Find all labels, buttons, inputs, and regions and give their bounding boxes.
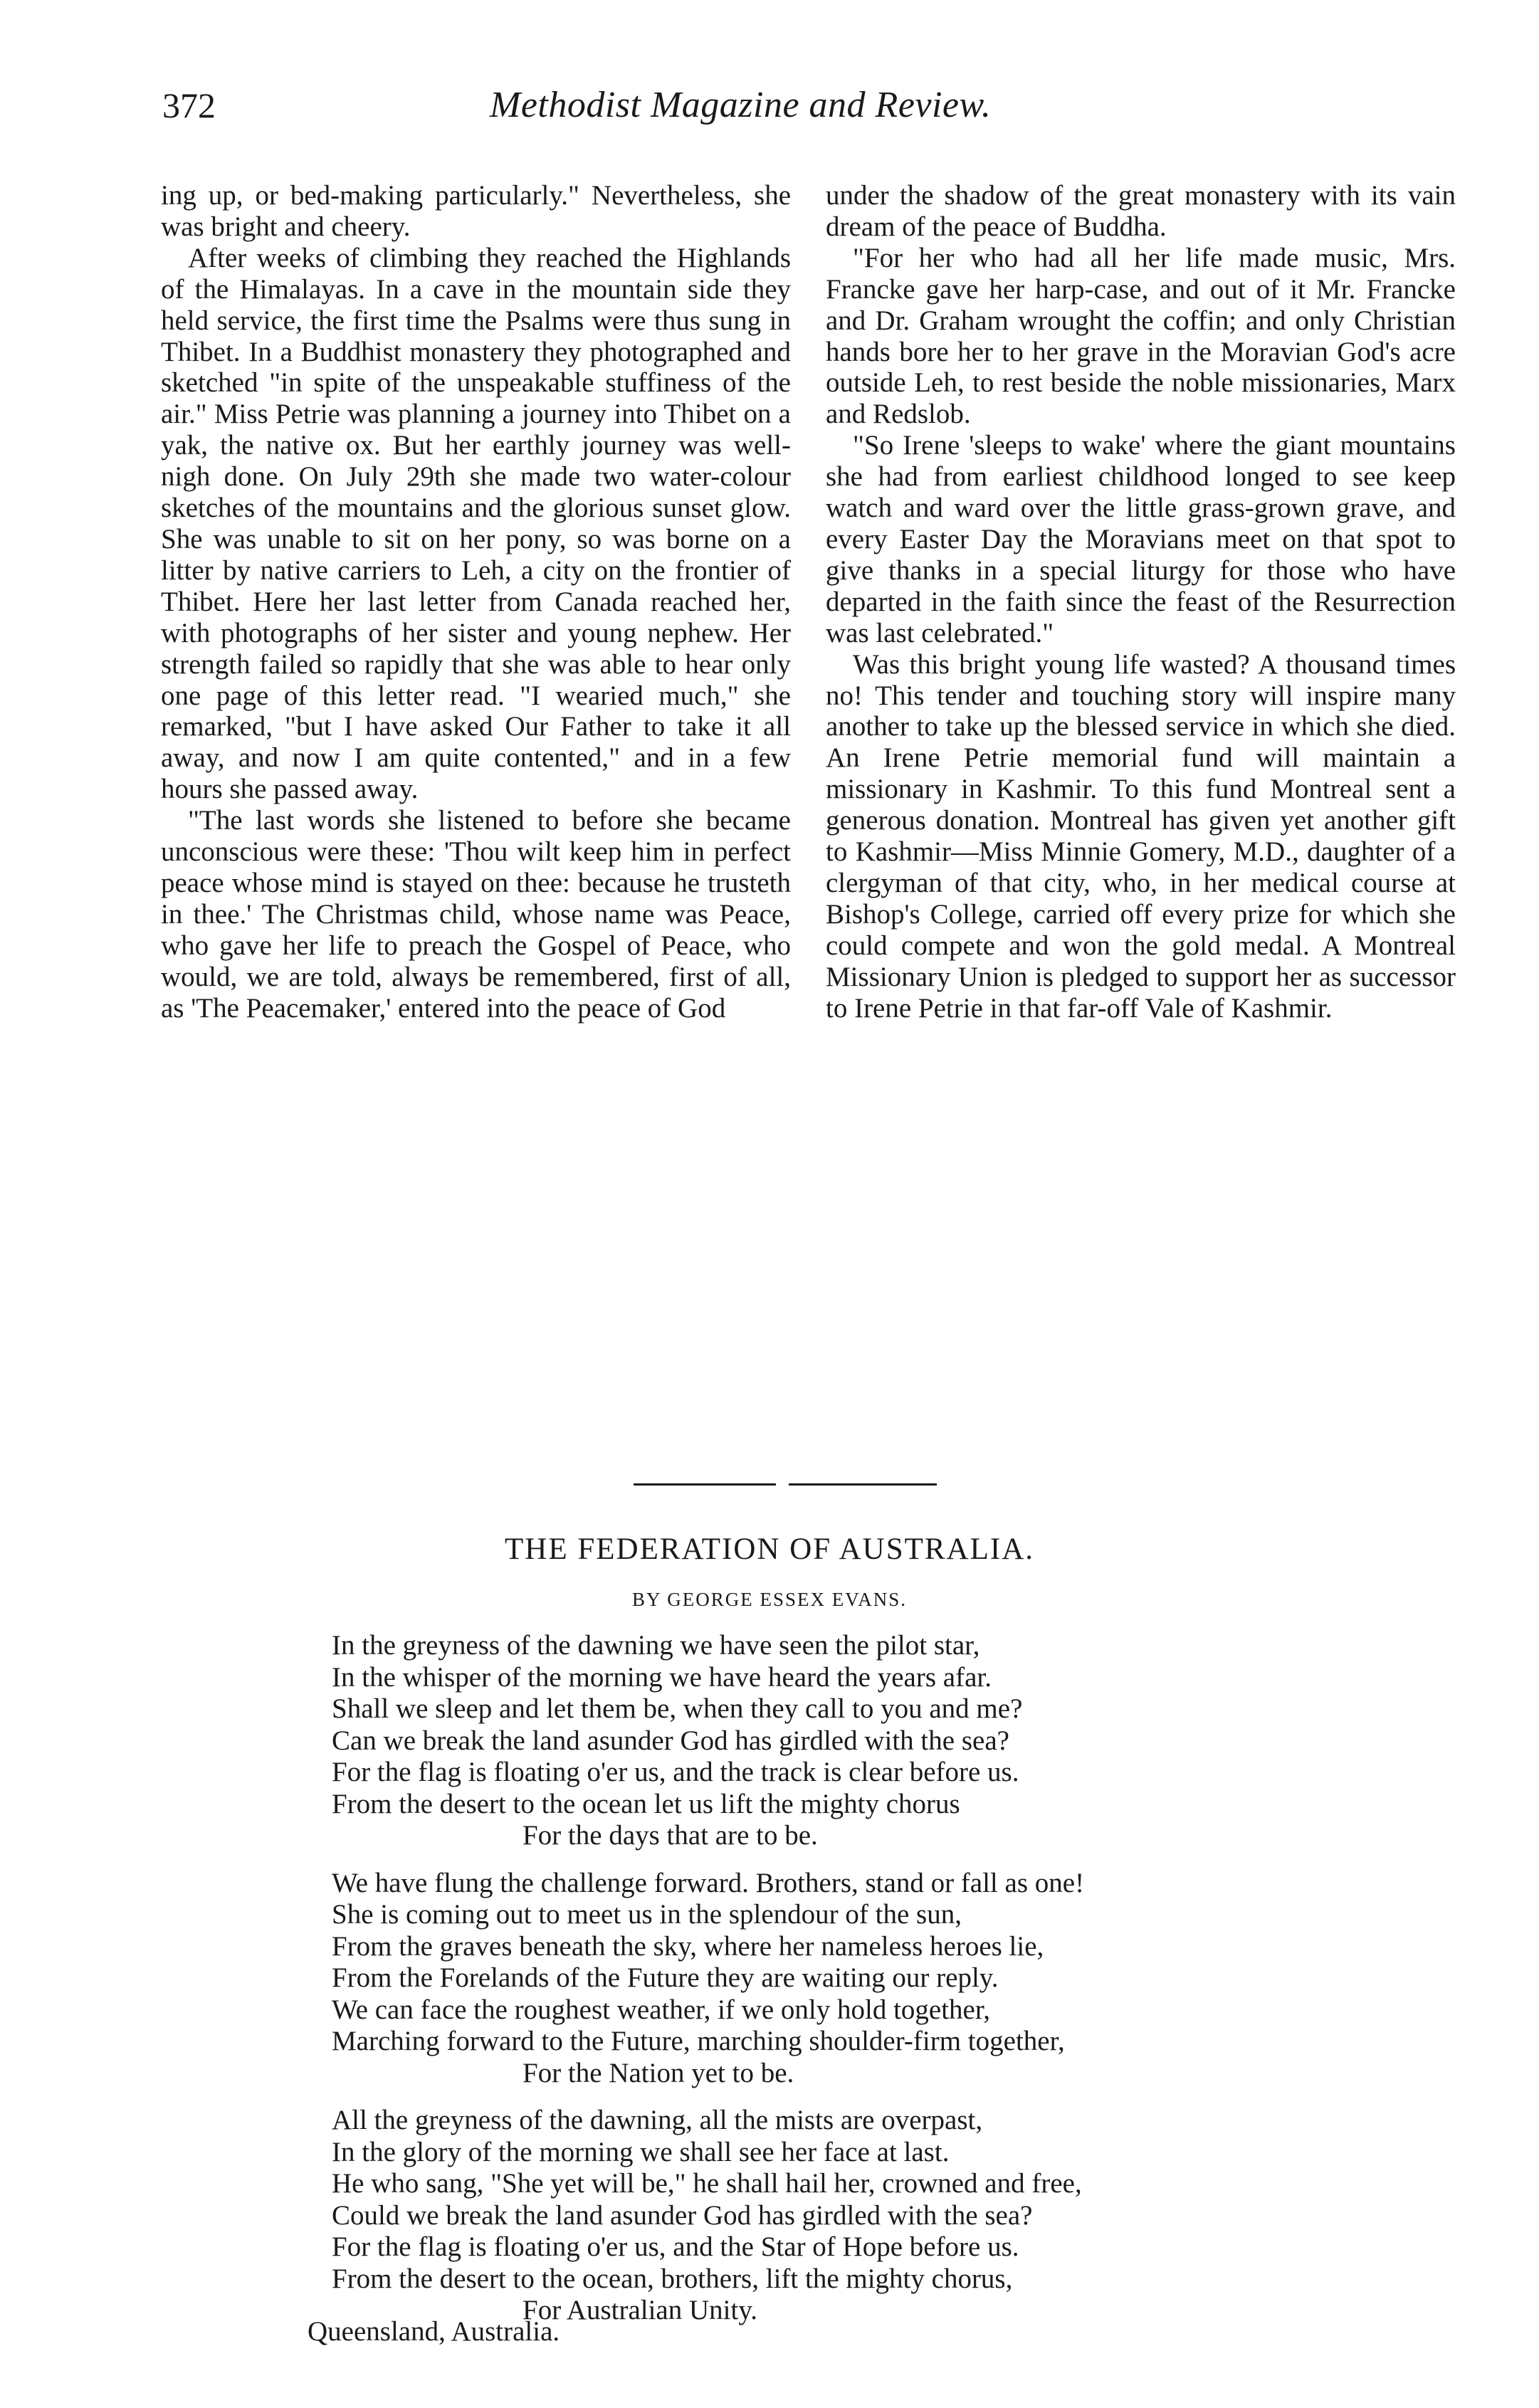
poem-stanza [332,1868,1414,2090]
poem-byline: BY GEORGE ESSEX EVANS. [631,1589,908,1610]
poem-line: For the flag is floating o'er us, and the Star of Hope before us. [332,2231,1019,2262]
poem-title: THE FEDERATION OF AUSTRALIA. [505,1532,1034,1566]
running-title: Methodist Magazine and Review. [490,85,992,125]
poem-line: We can face the roughest weather, if we only hold together, [332,1994,991,2025]
article-left-column [161,180,791,1024]
poem-line: He who sang, "She yet will be," he shall hail her, crowned and free, [332,2168,1082,2199]
page-number: 372 [162,85,216,125]
paragraph: Was this bright young life wasted? A thousand times no! This tender and touching story will inspire many another to take up the blessed service in which she died. An Irene Petrie memorial fund will maintain a missionary in Kashmir. To this fund Montreal sent a generous donation. Montreal has given yet another gift to Kashmir—Miss Minnie Gomery, M.D., daughter of a clergyman of that city, who, in her medical course at Bishop's College, carried off every prize for which she could compete and won the gold medal. A Montreal Missionary Union is pledged to support her as successor to Irene Petrie in that far-off Vale of Kashmir. [826,648,1456,1024]
poem-line: She is coming out to meet us in the splendour of the sun, [332,1899,962,1930]
paragraph: "So Irene 'sleeps to wake' where the giant mountains she had from earliest childhood longed to see keep watch and ward over the little grass-grown grave, and every Easter Day the Moravians meet on that spot to give thanks in a special liturgy for those who have departed in the faith since the feast of the Resurrection was last celebrated." [826,430,1456,648]
poem-refrain: For Australian Unity. [522,2295,758,2325]
poem-line: Could we break the land asunder God has girdled with the sea? [332,2199,1033,2231]
poem-line: In the greyness of the dawning we have seen the pilot star, [332,1630,980,1661]
poem-line: In the whisper of the morning we have heard the years afar. [332,1661,992,1693]
poem-stanza [332,1630,1414,1852]
poem-line: For the flag is floating o'er us, and the track is clear before us. [332,1757,1019,1787]
poem-line: We have flung the challenge forward. Brothers, stand or fall as one! [332,1867,1085,1898]
section-divider [789,1483,937,1486]
poem-line: From the desert to the ocean, brothers, lift the mighty chorus, [332,2263,1013,2294]
page-header [0,0,1539,157]
poem-line: From the Forelands of the Future they are waiting our reply. [332,1962,999,1993]
paragraph: After weeks of climbing they reached the Highlands of the Himalayas. In a cave in the mountain side they held service, the first time the Psalms were thus sung in Thibet. In a Buddhist monastery they photographed and sketched "in spite of the unspeakable stuffiness of the air." Miss Petrie was planning a journey into Thibet on a yak, the native ox. But her earthly journey was well-nigh done. On July 29th she made two water-colour sketches of the mountains and the glorious sunset glow. She was unable to sit on her pony, so was borne on a litter by native carriers to Leh, a city on the frontier of Thibet. Here her last letter from Canada reached her, with photographs of her sister and young nephew. Her strength failed so rapidly that she was able to hear only one page of this letter read. "I wearied much," she remarked, "but I have asked Our Father to take it all away, and now I am quite contented," and in a few hours she passed away. [161,242,791,805]
poem-line: From the desert to the ocean let us lift the mighty chorus [332,1788,960,1819]
poem-refrain: For the Nation yet to be. [522,2057,794,2088]
paragraph: under the shadow of the great monastery with its vain dream of the peace of Buddha. [826,180,1456,242]
article-right-column [826,180,1456,1024]
poem-line: Can we break the land asunder God has girdled with the sea? [332,1725,1009,1756]
poem-body [332,1630,1414,2343]
poem-line: Marching forward to the Future, marching shoulder-firm together, [332,2026,1065,2056]
poem-line: In the glory of the morning we shall see her face at last. [332,2136,950,2167]
poem-line: All the greyness of the dawning, all the mists are overpast, [332,2105,983,2135]
poem-place: Queensland, Australia. [308,2316,560,2347]
poem-stanza [332,2105,1414,2327]
poem-line: From the graves beneath the sky, where her nameless heroes lie, [332,1930,1044,1962]
paragraph: ing up, or bed-making particularly." Nevertheless, she was bright and cheery. [161,180,791,242]
section-divider [634,1483,776,1486]
poem-line: Shall we sleep and let them be, when they call to you and me? [332,1693,1023,1724]
poem-refrain: For the days that are to be. [522,1820,818,1851]
paragraph: "For her who had all her life made music, Mrs. Francke gave her harp-case, and out of it Mr. Francke and Dr. Graham wrought the coffin; and only Christian hands bore her to her grave in the Moravian God's acre outside Leh, to rest beside the noble missionaries, Marx and Redslob. [826,242,1456,430]
paragraph: "The last words she listened to before she became unconscious were these: 'Thou wilt keep him in perfect peace whose mind is stayed on thee: because he trusteth in thee.' The Christmas child, whose name was Peace, who gave her life to preach the Gospel of Peace, who would, we are told, always be remembered, first of all, as 'The Peacemaker,' entered into the peace of God [161,805,791,1024]
